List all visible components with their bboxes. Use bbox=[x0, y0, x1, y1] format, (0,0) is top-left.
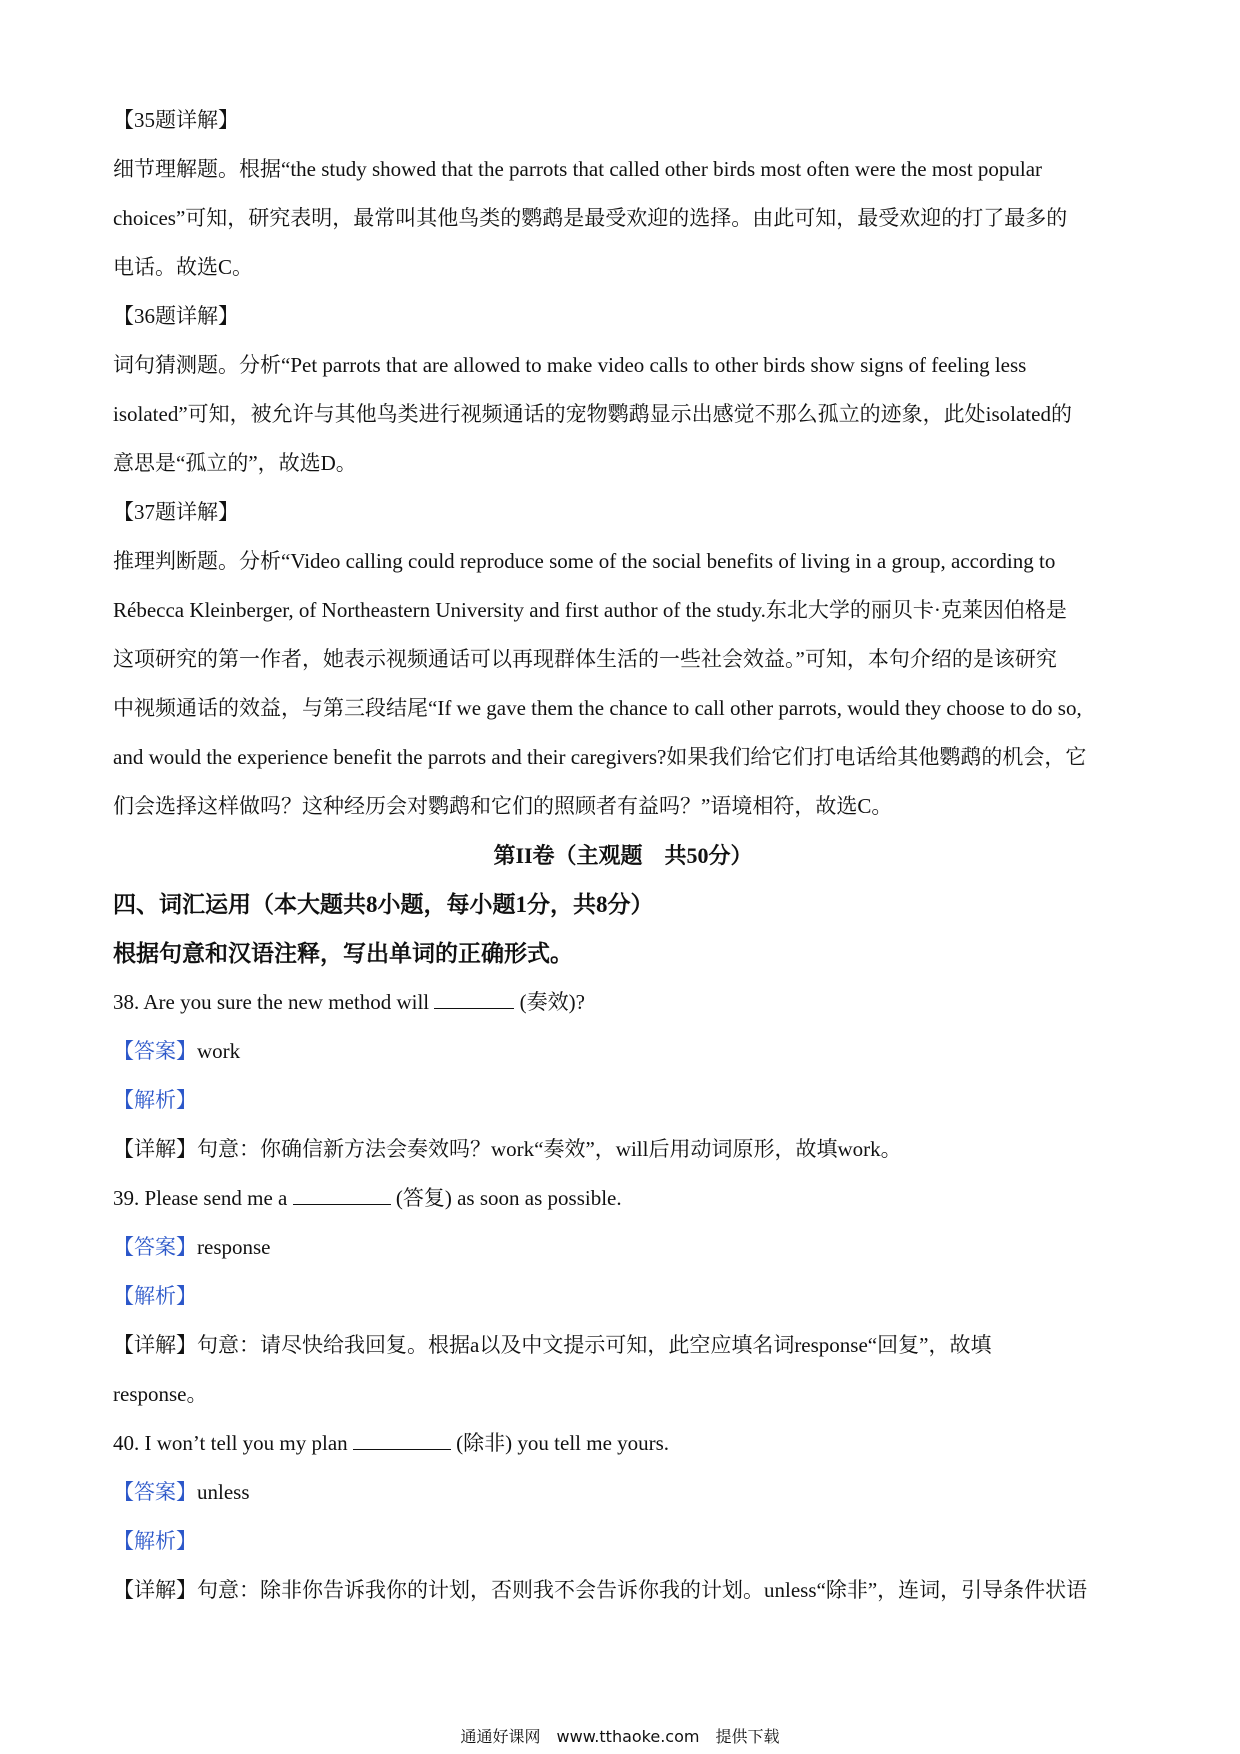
q38-text-after: (奏效)? bbox=[514, 990, 585, 1014]
q39-detail bbox=[113, 1321, 1133, 1370]
q35-line-3: 电话。故选C。 bbox=[113, 255, 254, 279]
q40-text-before: 40. I won’t tell you my plan bbox=[113, 1431, 353, 1455]
part-heading: 四、词汇运用（本大题共8小题，每小题1分，共8分） bbox=[113, 892, 654, 917]
q37-line-4: 中视频通话的效益，与第三段结尾“If we gave them the chance to call other parrots, would they choose to do so, bbox=[113, 696, 1082, 720]
q39-text-before: 39. Please send me a bbox=[113, 1186, 293, 1210]
q38-analysis-label: 【解析】 bbox=[113, 1088, 197, 1112]
q37-line-5: and would the experience benefit the parrots and their caregivers?如果我们给它们打电话给其他鹦鹉的机会，它 bbox=[113, 745, 1087, 769]
q37-heading: 【37题详解】 bbox=[113, 500, 239, 524]
q38-detail-text: 句意：你确信新方法会奏效吗？work“奏效”，will后用动词原形，故填work。 bbox=[197, 1137, 902, 1161]
q37-line-2: Rébecca Kleinberger, of Northeastern University and first author of the study.东北大学的丽贝卡·克莱因伯格是 bbox=[113, 598, 1067, 622]
answer-label: 【答案】 bbox=[113, 1235, 197, 1259]
q38-answer bbox=[113, 1027, 1133, 1076]
q37-line-1: 推理判断题。分析“Video calling could reproduce some of the social benefits of living in a group, according to bbox=[113, 549, 1056, 573]
part-instruction: 根据句意和汉语注释，写出单词的正确形式。 bbox=[113, 941, 573, 966]
answer-label: 【答案】 bbox=[113, 1039, 197, 1063]
q39-answer bbox=[113, 1223, 1133, 1272]
q38-detail bbox=[113, 1125, 1133, 1174]
q37-line-3: 这项研究的第一作者，她表示视频通话可以再现群体生活的一些社会效益。”可知，本句介绍的是该研究 bbox=[113, 647, 1057, 671]
q39-detail-text-1: 句意：请尽快给我回复。根据a以及中文提示可知，此空应填名词response“回复”，故填 bbox=[197, 1333, 992, 1357]
q39-text-after: (答复) as soon as possible. bbox=[390, 1186, 622, 1210]
q40-analysis-label: 【解析】 bbox=[113, 1529, 197, 1553]
q39-answer-value: response bbox=[197, 1235, 271, 1259]
q38-question bbox=[113, 978, 1133, 1027]
q40-answer bbox=[113, 1468, 1133, 1517]
q38-answer-value: work bbox=[197, 1039, 241, 1063]
answer-label: 【答案】 bbox=[113, 1480, 197, 1504]
detail-label: 【详解】 bbox=[113, 1578, 197, 1602]
q36-heading: 【36题详解】 bbox=[113, 304, 239, 328]
q40-detail-text: 句意：除非你告诉我你的计划，否则我不会告诉你我的计划。unless“除非”，连词，引导条件状语 bbox=[197, 1578, 1088, 1602]
detail-label: 【详解】 bbox=[113, 1333, 197, 1357]
q40-text-after: (除非) you tell me yours. bbox=[450, 1431, 670, 1455]
q36-line-3: 意思是“孤立的”，故选D。 bbox=[113, 451, 357, 475]
q38-blank bbox=[434, 990, 514, 1009]
q39-blank bbox=[293, 1186, 391, 1205]
q39-analysis-label: 【解析】 bbox=[113, 1284, 197, 1308]
detail-label: 【详解】 bbox=[113, 1137, 197, 1161]
q39-question bbox=[113, 1174, 1133, 1223]
q39-detail-line-2: response。 bbox=[113, 1382, 208, 1406]
q36-line-1: 词句猜测题。分析“Pet parrots that are allowed to make video calls to other birds show signs of feeling less bbox=[113, 353, 1027, 377]
q40-blank bbox=[353, 1431, 451, 1450]
q36-line-2: isolated”可知，被允许与其他鸟类进行视频通话的宠物鹦鹉显示出感觉不那么孤立的迹象，此处isolated的 bbox=[113, 402, 1072, 426]
q40-answer-value: unless bbox=[197, 1480, 250, 1504]
page-footer: 通通好课网 www.tthaoke.com 提供下载 bbox=[460, 1727, 780, 1746]
q37-line-6: 们会选择这样做吗？这种经历会对鹦鹉和它们的照顾者有益吗？”语境相符，故选C。 bbox=[113, 794, 893, 818]
q35-line-2: choices”可知，研究表明，最常叫其他鸟类的鹦鹉是最受欢迎的选择。由此可知，最受欢迎的打了最多的 bbox=[113, 206, 1068, 230]
q40-question bbox=[113, 1419, 1133, 1468]
section-title: 第II卷（主观题 共50分） bbox=[493, 843, 753, 868]
q35-heading: 【35题详解】 bbox=[113, 108, 239, 132]
document-page bbox=[113, 96, 1133, 1615]
q38-text-before: 38. Are you sure the new method will bbox=[113, 990, 435, 1014]
q40-detail bbox=[113, 1566, 1133, 1615]
q35-line-1: 细节理解题。根据“the study showed that the parrots that called other birds most often were the most popular bbox=[113, 157, 1043, 181]
